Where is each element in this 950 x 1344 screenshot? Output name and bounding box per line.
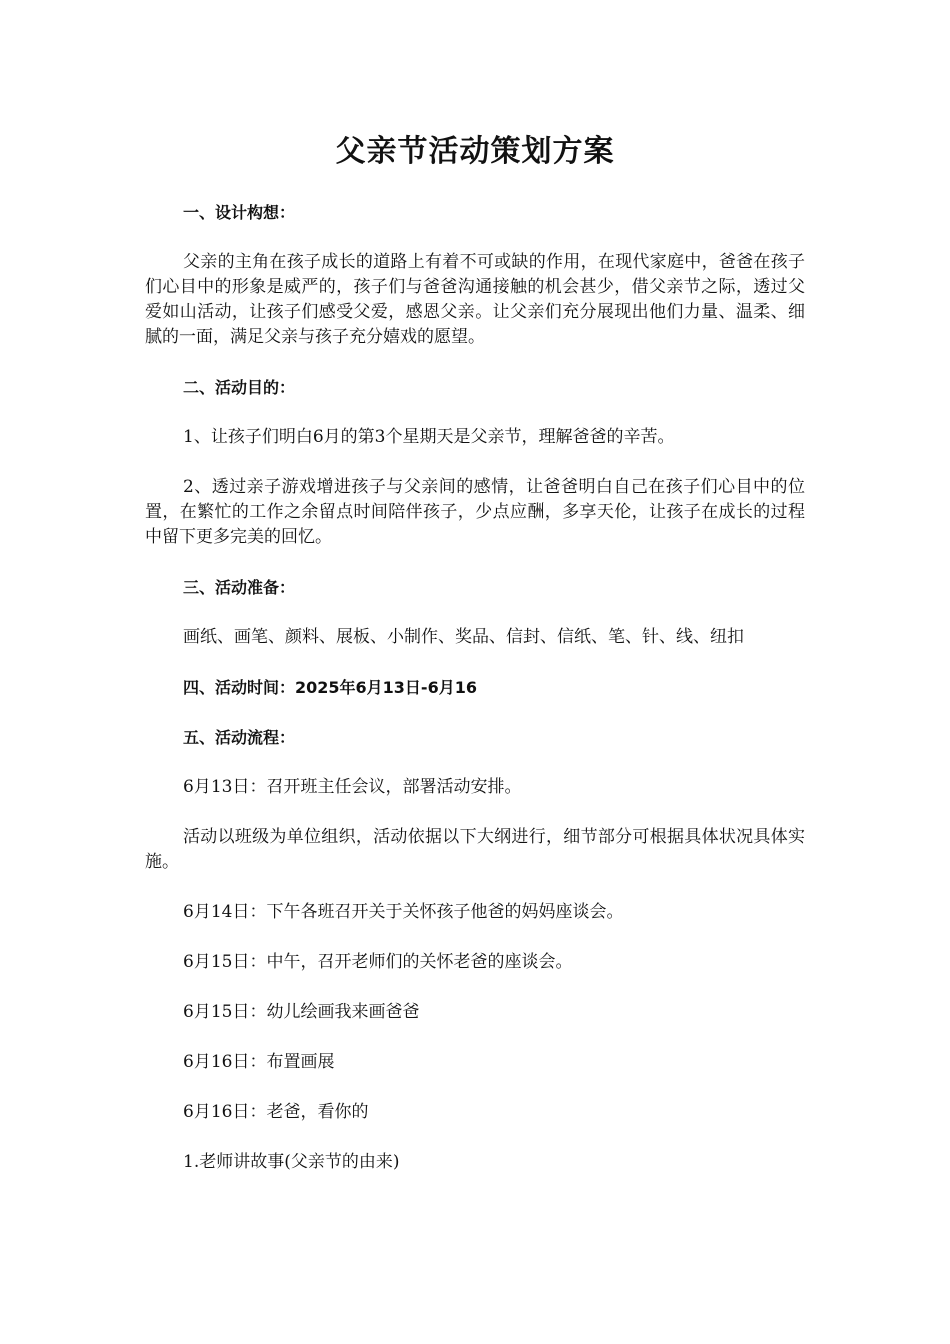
paragraph-story: 1.老师讲故事(父亲节的由来) — [183, 1152, 400, 1172]
document-title: 父亲节活动策划方案 — [335, 134, 615, 169]
section-heading-purpose: 二、活动目的： — [183, 378, 296, 397]
section-heading-preparation: 三、活动准备： — [183, 578, 296, 597]
section-heading-time: 四、活动时间：2025年6月13日-6月16 — [183, 678, 477, 697]
paragraph-purpose-1: 1、让孩子们明白6月的第3个星期天是父亲节，理解爸爸的辛苦。 — [183, 427, 675, 447]
paragraph-design-concept: 父亲的主角在孩子成长的道路上有着不可或缺的作用，在现代家庭中，爸爸在孩子们心目中的形象是威严的，孩子们与爸爸沟通接触的机会甚少，借父亲节之际，透过父爱如山活动，让孩子们感受父爱，感恩父亲。让父亲们充分展现出他们力量、温柔、细腻的一面，满足父亲与孩子充分嬉戏的愿望。 — [145, 252, 805, 347]
paragraph-process-0615-b: 6月15日：幼儿绘画我来画爸爸 — [183, 1002, 420, 1022]
paragraph-process-0614: 6月14日：下午各班召开关于关怀孩子他爸的妈妈座谈会。 — [183, 902, 624, 922]
paragraph-process-0616-b: 6月16日：老爸，看你的 — [183, 1102, 369, 1122]
section-heading-process: 五、活动流程： — [183, 728, 296, 747]
paragraph-process-0615-a: 6月15日：中午，召开老师们的关怀老爸的座谈会。 — [183, 952, 573, 972]
section-heading-design: 一、设计构想： — [183, 203, 296, 222]
paragraph-process-0616-a: 6月16日：布置画展 — [183, 1052, 335, 1072]
paragraph-purpose-2: 2、透过亲子游戏增进孩子与父亲间的感情，让爸爸明白自己在孩子们心目中的位置，在繁忙的工作之余留点时间陪伴孩子，少点应酬，多享天伦，让孩子在成长的过程中留下更多完美的回忆。 — [145, 477, 805, 547]
document-body — [145, 130, 805, 1175]
paragraph-materials: 画纸、画笔、颜料、展板、小制作、奖品、信封、信纸、笔、针、线、纽扣 — [183, 627, 744, 647]
paragraph-process-outline: 活动以班级为单位组织，活动依据以下大纲进行，细节部分可根据具体状况具体实施。 — [145, 827, 805, 872]
paragraph-process-0613: 6月13日：召开班主任会议，部署活动安排。 — [183, 777, 522, 797]
